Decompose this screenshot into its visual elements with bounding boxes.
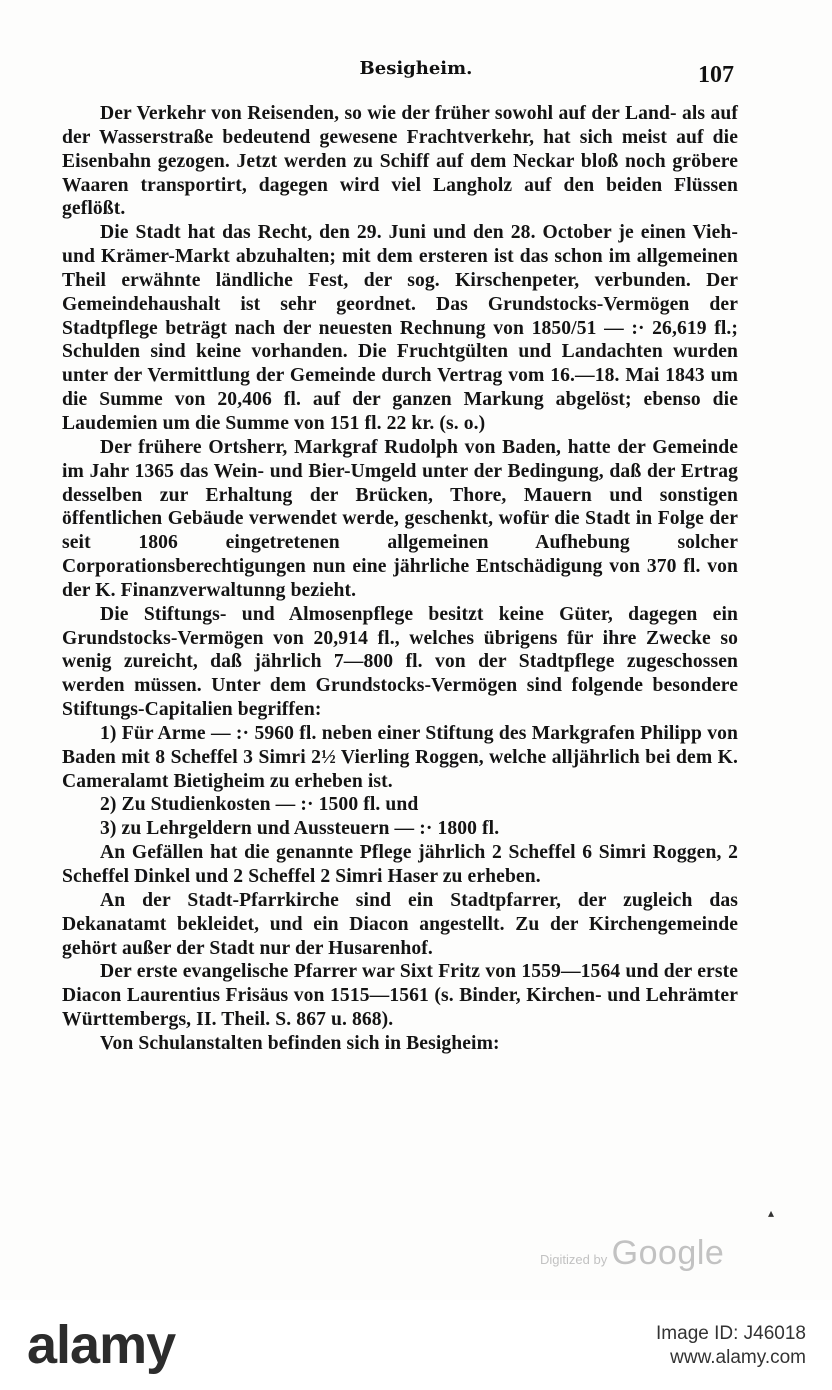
margin-mark: ▴ xyxy=(767,1206,774,1220)
paragraph: Der erste evangelische Pfarrer war Sixt Fritz von 1559—1564 und der erste Diacon Laurentius Frisäus von 1515—1561 (s. Binder, Kirchen- und Lehrämter Württembergs, II. Theil. S. 867 u. 868). xyxy=(62,961,738,1031)
paragraph: Der frühere Ortsherr, Markgraf Rudolph von Baden, hatte der Gemeinde im Jahr 1365 das Wein- und Bier-Umgeld unter der Bedingung, daß der Ertrag desselben zur Erhaltung der Brücken, Thore, Mauern und sonstigen öffentlichen Gebäude verwendet werde, geschenkt, wofür die Stadt in Folge der seit 1806 eingetretenen allgemeinen Aufhebung solcher Corporationsberechtigungen nun eine jährliche Entschädigung von 370 fl. von der K. Finanzverwaltunng bezieht. xyxy=(62,436,738,601)
paragraph: An Gefällen hat die genannte Pflege jährlich 2 Scheffel 6 Simri Roggen, 2 Scheffel Dinkel und 2 Scheffel 2 Simri Haser zu erheben. xyxy=(62,842,738,887)
image-info xyxy=(656,1322,806,1370)
running-head: Besigheim. xyxy=(359,58,473,79)
site-url: www.alamy.com xyxy=(670,1347,806,1368)
paragraph: Der Verkehr von Reisenden, so wie der früher sowohl auf der Land- als auf der Wasserstraße bedeutend gewesene Frachtverkehr, hat sich meist auf die Eisenbahn gezogen. Jetzt werden zu Schiff auf dem Neckar bloß noch gröbere Waaren transportirt, dagegen wird viel Langholz auf den beiden Flüssen geflößt. xyxy=(62,103,738,220)
paragraph: Die Stiftungs- und Almosenpflege besitzt keine Güter, dagegen ein Grundstocks-Vermögen von 20,914 fl., welches übrigens für ihre Zwecke so wenig zureicht, daß jährlich 7—800 fl. von der Stadtpflege zugeschossen werden müssen. Unter dem Grundstocks-Vermögen sind folgende besondere Stiftungs-Capitalien begriffen: xyxy=(62,603,738,721)
image-id: Image ID: J46018 xyxy=(656,1323,806,1344)
paragraph: Die Stadt hat das Recht, den 29. Juni und den 28. October je einen Vieh- und Krämer-Markt abzuhalten; mit dem ersteren ist das schon im allgemeinen Theil erwähnte ländliche Fest, der sog. Kirschenpeter, verbunden. Der Gemeindehaushalt ist sehr geordnet. Das Grundstocks-Vermögen der Stadtpflege beträgt nach der neuesten Rechnung von 1850/51 — :· 26,619 fl.; Schulden sind keine vorhanden. Die Fruchtgülten und Landachten wurden unter der Vermittlung der Gemeinde durch Vertrag vom 16.—18. Mai 1843 um die Summe von 20,406 fl. auf der ganzen Markung abgelöst; ebenso die Laudemien um die Summe von 151 fl. 22 kr. (s. o.) xyxy=(62,222,738,434)
list-item: 3) zu Lehrgeldern und Aussteuern — :· 1800 fl. xyxy=(100,818,500,840)
paragraph: An der Stadt-Pfarrkirche sind ein Stadtpfarrer, der zugleich das Dekanatamt bekleidet, und ein Diacon angestellt. Zu der Kirchengemeinde gehört außer der Stadt nur der Husarenhof. xyxy=(62,889,738,959)
digitized-by-label: Digitized by xyxy=(540,1252,608,1267)
google-watermark xyxy=(540,1234,724,1273)
paragraph: Von Schulanstalten befinden sich in Besigheim: xyxy=(100,1032,500,1054)
body-text xyxy=(62,102,738,1056)
list-item: 2) Zu Studienkosten — :· 1500 fl. und xyxy=(100,794,419,816)
alamy-logo: alamy xyxy=(27,1315,176,1375)
list-item: 1) Für Arme — :· 5960 fl. neben einer Stiftung des Markgrafen Philipp von Baden mit 8 Scheffel 3 Simri 2½ Vierling Roggen, welche alljährlich bei dem K. Cameralamt Bietigheim zu erheben ist. xyxy=(62,722,738,792)
google-logo: Google xyxy=(611,1234,725,1272)
page-number: 107 xyxy=(698,62,734,88)
